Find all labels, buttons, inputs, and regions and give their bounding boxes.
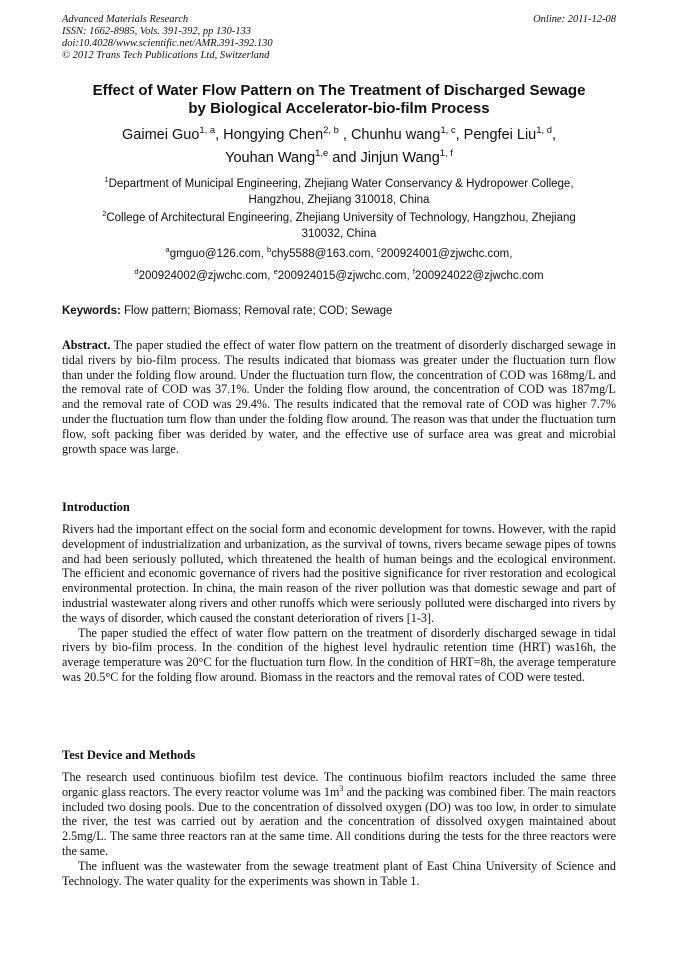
- email-sep: ,: [406, 270, 413, 282]
- author-sup: 1,e: [315, 147, 329, 159]
- email-sep: ,: [509, 248, 513, 260]
- email-sup: c: [376, 245, 381, 255]
- author-sup: 1, f: [439, 147, 453, 159]
- online-date: Online: 2011-12-08: [533, 14, 616, 25]
- journal-name: Advanced Materials Research: [62, 14, 189, 25]
- doi-line: doi:10.4028/www.scientific.net/AMR.391-392.130: [62, 38, 273, 49]
- affiliation-line: [62, 176, 616, 192]
- superscript: 3: [339, 783, 344, 793]
- title-line-2: by Biological Accelerator-bio-film Process: [188, 100, 490, 117]
- email-line-2: [62, 268, 616, 284]
- section-heading-test-device: Test Device and Methods: [62, 748, 196, 762]
- copyright-line: © 2012 Trans Tech Publications Ltd, Switzerland: [62, 50, 270, 61]
- author-name: Pengfei Liu: [463, 127, 537, 143]
- affiliation-line: Hangzhou, Zhejiang 310018, China: [248, 194, 430, 206]
- affiliation-sup: 1: [104, 175, 109, 185]
- author-line-2: [62, 147, 616, 170]
- test-body: [62, 770, 616, 888]
- affiliation-line: [62, 210, 616, 226]
- author-sep: ,: [551, 127, 556, 143]
- author-name: Hongying Chen: [223, 127, 324, 143]
- affiliation-text: College of Architectural Engineering, Zhejiang University of Technology, Hangzhou, Zhejiang: [106, 212, 576, 224]
- author-name: Youhan Wang: [225, 150, 316, 166]
- keywords-text: Flow pattern; Biomass; Removal rate; COD; Sewage: [120, 305, 393, 317]
- author-sup: 1, c: [440, 124, 456, 136]
- affiliation-line: 310032, China: [301, 228, 377, 240]
- email-address: 200924015@zjwchc.com: [277, 270, 407, 282]
- paragraph: The influent was the wastewater from the sewage treatment plant of East China University of Science and Technology. The water quality for the experiments was shown in Table 1.: [62, 858, 616, 888]
- author-name: Chunhu wang: [350, 127, 441, 143]
- email-address: 200924001@zjwchc.com: [380, 248, 510, 260]
- email-sep: ,: [260, 248, 268, 260]
- email-sup: d: [134, 267, 139, 277]
- email-sup: f: [412, 267, 415, 277]
- title-line-1: Effect of Water Flow Pattern on The Treatment of Discharged Sewage: [92, 82, 586, 99]
- author-sup: 1, a: [199, 124, 216, 136]
- author-sep: ,: [215, 127, 224, 143]
- paragraph: Rivers had the important effect on the social form and economic development for towns. However, with the rapid development of industrialization and urbanization, as the survival of towns, rivers became sewage pipes of towns and had been seriously polluted, which threatened the health of human beings and the ecological environment. The efficient and economic governance of rivers had the positive significance for river restoration and ecological environmental protection. In china, the main reason of the river pollution was that domestic sewage and part of industrial wastewater along rivers and other runoffs which were seriously polluted were discharged into rivers by the ways of disorder, which caused the constant deterioration of rivers [1-3].: [62, 522, 616, 625]
- issn-line: ISSN: 1662-8985, Vols. 391-392, pp 130-133: [62, 26, 251, 37]
- section-heading-introduction: Introduction: [62, 500, 130, 514]
- keywords: [62, 303, 616, 319]
- email-address: chy5588@163.com: [271, 248, 371, 260]
- introduction-body: [62, 522, 616, 685]
- email-address: 200924022@zjwchc.com: [414, 270, 544, 282]
- email-sup: b: [267, 245, 272, 255]
- author-list: [62, 124, 616, 170]
- keywords-label: Keywords:: [62, 305, 121, 317]
- paragraph: [62, 770, 616, 859]
- paragraph: The paper studied the effect of water flow pattern on the treatment of disorderly discharged sewage in tidal rivers by bio-film process. In the condition of the highest level hydraulic retention time (HRT) was16h, the average temperature was 20°C for the fluctuation turn flow. In the condition of HRT=8h, the average temperature was 20.5°C for the folding flow around. Biomass in the reactors and the removal rates of COD were tested.: [62, 625, 616, 684]
- affiliation-sup: 2: [102, 209, 107, 219]
- author-sep: and: [328, 150, 361, 166]
- paragraph-text: The research used continuous biofilm test device. The continuous biofilm reactors included the same three organic glass reactors. The every reactor volume was 1m: [62, 770, 616, 799]
- abstract-label: Abstract.: [62, 338, 111, 352]
- paragraph-text: and the packing was combined fiber. The main reactors included two dosing pools. Due to the concentration of dissolved oxygen (DO) was too low, in order to simulate the river, the test was carried out by aeration and the concentration of dissolved oxygen maintained about 2.5mg/L. The same three reactors ran at the same time. All conditions during the tests for the three reactors were the same.: [62, 784, 617, 858]
- email-sep: ,: [267, 270, 274, 282]
- author-sep: ,: [338, 127, 351, 143]
- affiliation-text: Department of Municipal Engineering, Zhejiang Water Conservancy & Hydropower College,: [108, 178, 574, 190]
- author-sep: ,: [455, 127, 464, 143]
- author-sup: 1, d: [536, 124, 552, 136]
- affiliation-1: [62, 176, 616, 208]
- abstract: [62, 338, 616, 456]
- affiliation-2: [62, 210, 616, 242]
- email-sup: e: [273, 267, 278, 277]
- email-sup: a: [165, 245, 170, 255]
- email-line-1: [62, 246, 616, 262]
- author-name: Gaimei Guo: [122, 127, 200, 143]
- author-sup: 2, b: [323, 124, 339, 136]
- running-header: [62, 14, 616, 62]
- email-address: 200924002@zjwchc.com: [138, 270, 268, 282]
- abstract-text: The paper studied the effect of water flow pattern on the treatment of disorderly discharged sewage in tidal rivers by bio-film process. The results indicated that biomass was greater under the fluctuation turn flow than under the folding flow around. Under the fluctuation turn flow, the concentration of COD was 168mg/L and the removal rate of COD was 37.1%. Under the folding flow around, the concentration of COD was 187mg/L and the removal rate of COD was 29.4%. The results indicated that the removal rate of COD was higher 7.7% under the fluctuation turn flow than under the folding flow around. The reason was that under the fluctuation turn flow, soft packing fiber was derided by water, and the effective use of surface area was great and microbial growth space was large.: [62, 338, 616, 456]
- email-address: gmguo@126.com: [169, 248, 261, 260]
- author-line-1: [62, 124, 616, 147]
- author-name: Jinjun Wang: [360, 150, 440, 166]
- paper-title: [62, 82, 616, 118]
- email-sep: ,: [370, 248, 377, 260]
